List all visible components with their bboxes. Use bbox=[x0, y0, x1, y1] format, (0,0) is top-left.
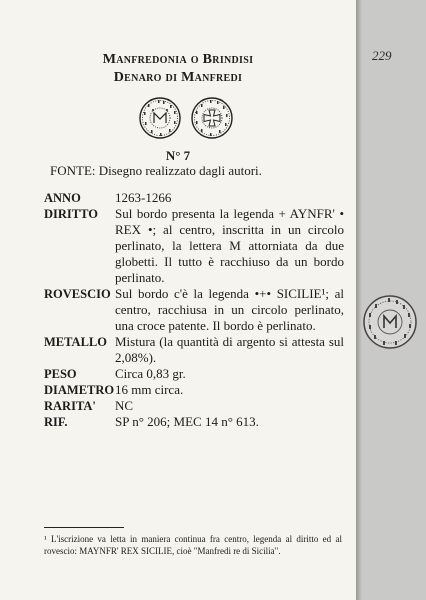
coin-stamp-image bbox=[362, 294, 418, 350]
coin-description-table bbox=[44, 190, 344, 430]
row-rarita bbox=[44, 398, 344, 414]
footnote: ¹ L'iscrizione va letta in maniera continua fra centro, legenda al diritto ed al rovescio: MAYNFR' REX SICILIE, cioè "Manfredi re di Sicilia". bbox=[44, 534, 342, 556]
coin-reverse-illustration bbox=[192, 98, 232, 138]
field-label: ROVESCIO bbox=[44, 287, 111, 301]
row-diametro bbox=[44, 382, 344, 398]
field-label: DIRITTO bbox=[44, 207, 98, 221]
field-label: METALLO bbox=[44, 335, 107, 349]
page-number: 229 bbox=[372, 48, 392, 63]
footnote-divider bbox=[44, 527, 124, 528]
field-label: DIAMETRO bbox=[44, 383, 115, 397]
field-value: Mistura (la quantità di argento si attesta sul 2,08%). bbox=[115, 334, 344, 365]
coin-drawing bbox=[138, 96, 234, 140]
row-peso bbox=[44, 366, 344, 382]
field-value: Sul bordo presenta la legenda + AYNFR' • REX •; al centro, inscritta in un circolo perlinato, la lettera M attorniata da due globetti. Il tutto è racchiuso da un bordo perlinato. bbox=[115, 206, 344, 285]
row-rovescio bbox=[44, 286, 344, 334]
page-heading-line1: Manfredonia o Brindisi bbox=[102, 52, 254, 67]
source-note: FONTE: Disegno realizzato dagli autori. bbox=[50, 163, 262, 178]
row-anno bbox=[44, 190, 344, 206]
field-value: 1263-1266 bbox=[115, 190, 172, 205]
field-label: ANNO bbox=[44, 191, 81, 205]
field-value: 16 mm circa. bbox=[115, 382, 184, 397]
field-value: Circa 0,83 gr. bbox=[115, 366, 186, 381]
field-label: RIF. bbox=[44, 415, 68, 429]
page-heading-line2: Denaro di Manfredi bbox=[113, 70, 243, 85]
coin-obverse-illustration bbox=[140, 98, 180, 138]
field-value: Sul bordo c'è la legenda •+• SICILIE¹; al centro, racchiusa in un circolo perlinato, una croce patente. Il bordo è perlinato. bbox=[115, 286, 344, 333]
coin-number: N° 7 bbox=[165, 148, 191, 163]
field-label: RARITA' bbox=[44, 399, 96, 413]
row-diritto bbox=[44, 206, 344, 286]
field-value: NC bbox=[115, 398, 134, 413]
row-metallo bbox=[44, 334, 344, 366]
field-value: SP n° 206; MEC 14 n° 613. bbox=[115, 414, 259, 429]
field-label: PESO bbox=[44, 367, 77, 381]
row-rif bbox=[44, 414, 344, 430]
